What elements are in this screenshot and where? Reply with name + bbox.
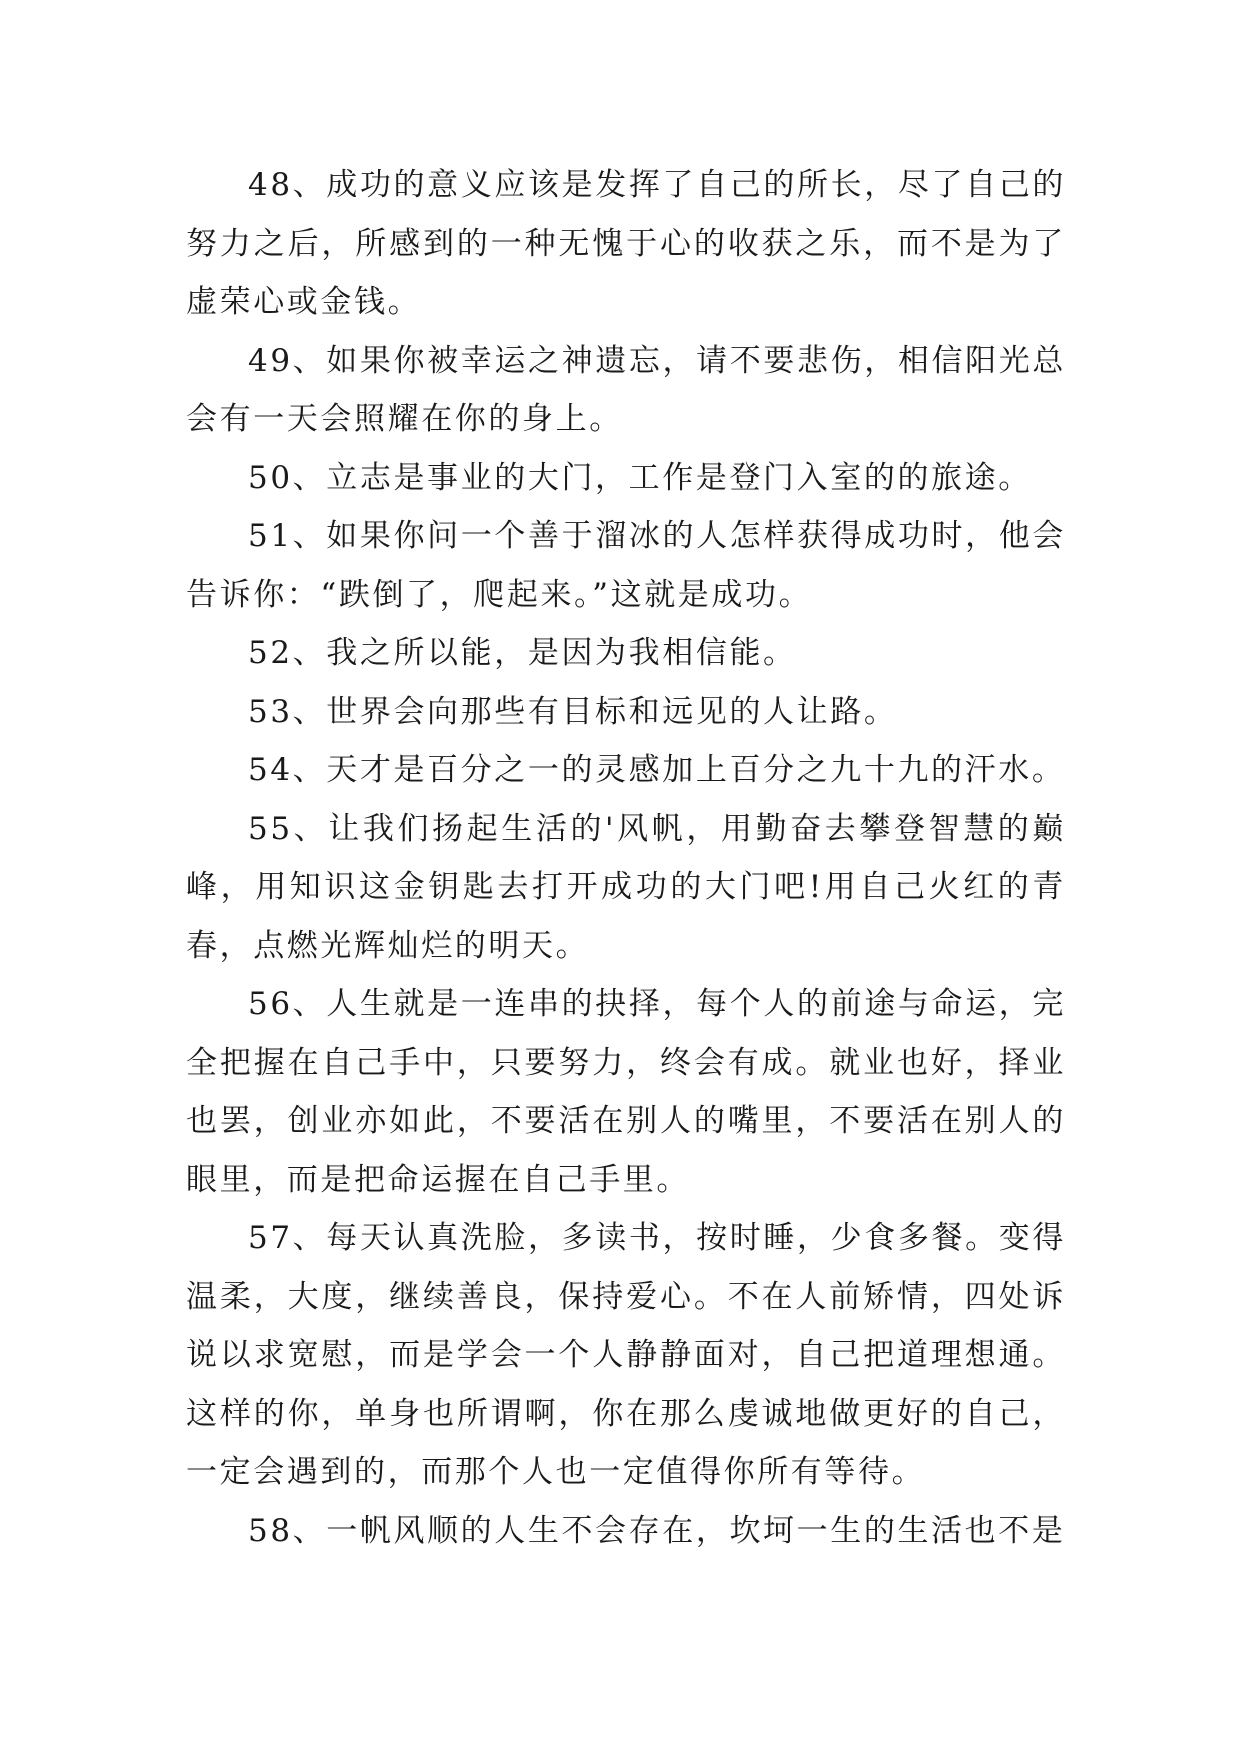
paragraph-55: 55、让我们扬起生活的'风帆，用勤奋去攀登智慧的巅峰，用知识这金钥匙去打开成功的大门吧!用自己火红的青春，点燃光辉灿烂的明天。 [186,810,1066,964]
paragraph-52: 52、我之所以能，是因为我相信能。 [248,635,797,671]
paragraph-58: 58、一帆风顺的人生不会存在，坎坷一生的生活也不是 [248,1512,1066,1549]
paragraph-49: 49、如果你被幸运之神遗忘，请不要悲伤，相信阳光总会有一天会照耀在你的身上。 [186,342,1066,437]
paragraph-54: 54、天才是百分之一的灵感加上百分之九十九的汗水。 [248,752,1066,788]
paragraph-56: 56、人生就是一连串的抉择，每个人的前途与命运，完全把握在自己手中，只要努力，终会有成。就业也好，择业也罢，创业亦如此，不要活在别人的嘴里，不要活在别人的眼里，而是把命运握在自己手里。 [186,986,1066,1198]
paragraph-57: 57、每天认真洗脸，多读书，按时睡，少食多餐。变得温柔，大度，继续善良，保持爱心。不在人前矫情，四处诉说以求宽慰，而是学会一个人静静面对，自己把道理想通。这样的你，单身也所谓啊，你在那么虔诚地做更好的自己，一定会遇到的，而那个人也一定值得你所有等待。 [186,1220,1066,1490]
paragraph-53: 53、世界会向那些有目标和远见的人让路。 [248,693,898,730]
paragraph-51: 51、如果你问一个善于溜冰的人怎样获得成功时，他会告诉你：“跌倒了，爬起来。”这就是成功。 [186,518,1066,613]
paragraph-48: 48、成功的意义应该是发挥了自己的所长，尽了自己的努力之后，所感到的一种无愧于心的收获之乐，而不是为了虚荣心或金钱。 [186,167,1066,320]
document-body [186,156,1066,1560]
paragraph-50: 50、立志是事业的大门，工作是登门入室的的旅途。 [248,459,1032,496]
